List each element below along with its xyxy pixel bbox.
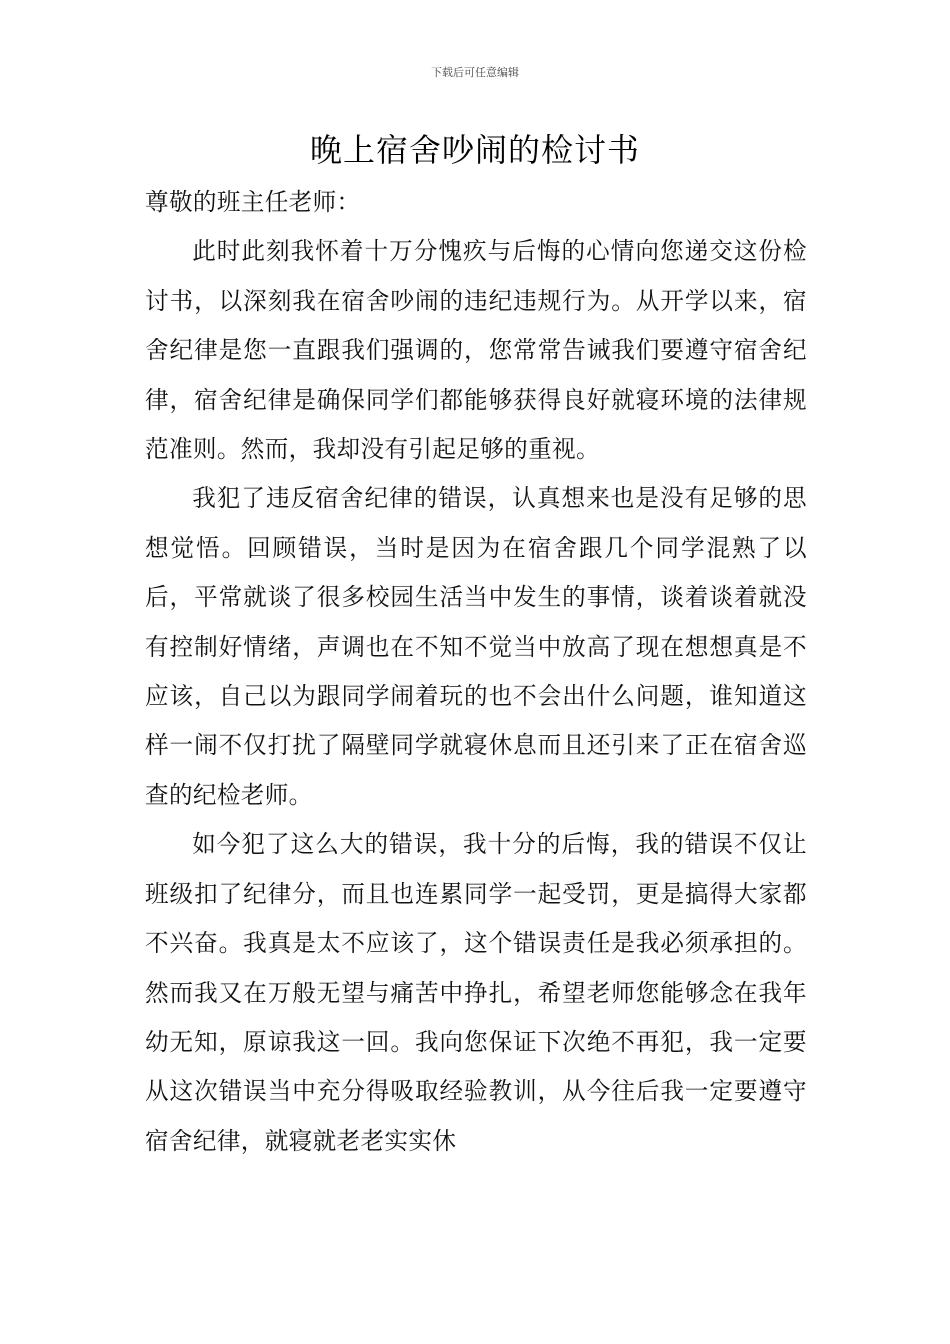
salutation: 尊敬的班主任老师： — [145, 188, 361, 216]
document-body — [145, 178, 807, 1166]
page-header-note: 下载后可任意编辑 — [431, 66, 519, 79]
paragraph-1: 此时此刻我怀着十万分愧疚与后悔的心情向您递交这份检讨书，以深刻我在宿舍吵闹的违纪违规行为。从开学以来，宿舍纪律是您一直跟我们强调的，您常常告诫我们要遵守宿舍纪律，宿舍纪律是确保同学们都能够获得良好就寝环境的法律规范准则。然而，我却没有引起足够的重视。 — [145, 237, 807, 464]
document-title: 晚上宿舍吵闹的检讨书 — [309, 131, 640, 169]
paragraph-3: 如今犯了这么大的错误，我十分的后悔，我的错误不仅让班级扣了纪律分，而且也连累同学一起受罚，更是搞得大家都不兴奋。我真是太不应该了，这个错误责任是我必须承担的。然而我又在万般无望与痛苦中挣扎，希望老师您能够念在我年幼无知，原谅我这一回。我向您保证下次绝不再犯，我一定要从这次错误当中充分得吸取经验教训，从今往后我一定要遵守宿舍纪律，就寝就老老实实休 — [145, 830, 807, 1155]
paragraph-2: 我犯了违反宿舍纪律的错误，认真想来也是没有足够的思想觉悟。回顾错误，当时是因为在宿舍跟几个同学混熟了以后，平常就谈了很多校园生活当中发生的事情，谈着谈着就没有控制好情绪，声调也在不知不觉当中放高了现在想想真是不应该，自己以为跟同学闹着玩的也不会出什么问题，谁知道这样一闹不仅打扰了隔壁同学就寝休息而且还引来了正在宿舍巡查的纪检老师。 — [145, 484, 807, 809]
